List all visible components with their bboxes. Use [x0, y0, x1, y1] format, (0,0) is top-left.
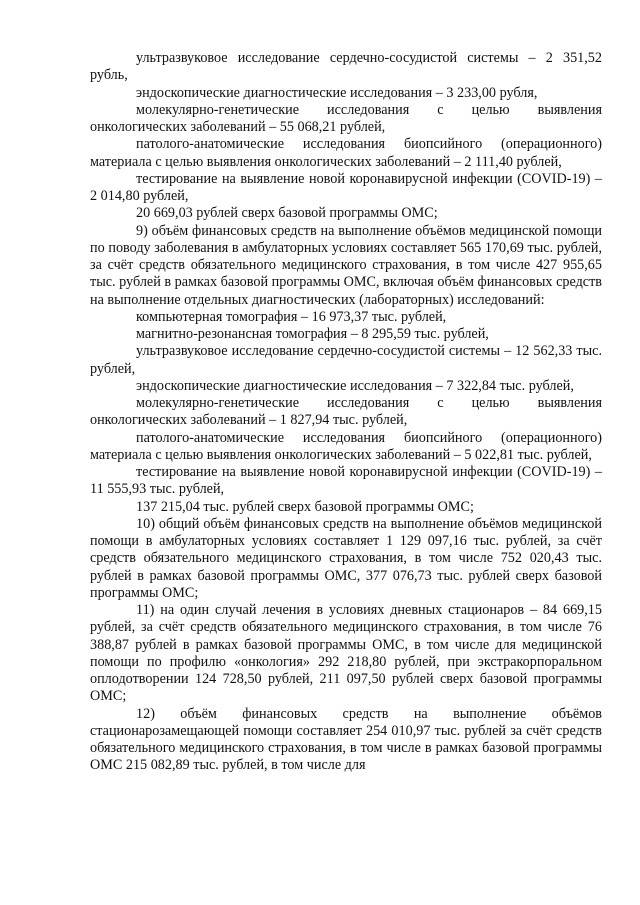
paragraph: магнитно-резонансная томография – 8 295,59 тыс. рублей,: [136, 326, 489, 342]
paragraph: компьютерная томография – 16 973,37 тыс. рублей,: [136, 308, 447, 325]
paragraph: молекулярно-генетические исследования с целью выявления онкологических заболеваний – 1 827,94 тыс. рублей,: [90, 395, 602, 429]
paragraph: ультразвуковое исследование сердечно-сосудистой системы – 12 562,33 тыс. рублей,: [90, 343, 602, 377]
paragraph: молекулярно-генетические исследования с целью выявления онкологических заболеваний – 55 068,21 рублей,: [90, 101, 602, 135]
paragraph: ультразвуковое исследование сердечно-сосудистой системы – 2 351,52 рубль,: [90, 50, 602, 84]
paragraph: 137 215,04 тыс. рублей сверх базовой программы ОМС;: [136, 498, 474, 515]
paragraph: эндоскопические диагностические исследования – 7 322,84 тыс. рублей,: [136, 377, 574, 394]
paragraph: 12) объём финансовых средств на выполнение объёмов стационарозамещающей помощи составляет 254 010,97 тыс. рублей за счёт средств обязательного медицинского страхования, в том числе в рамках базовой программы ОМС 215 082,89 тыс. рублей, в том числе для: [90, 705, 602, 774]
paragraph: патолого-анатомические исследования биопсийного (операционного) материала с целью выявления онкологических заболеваний – 5 022,81 тыс. рублей,: [90, 429, 602, 463]
document-page: [90, 50, 602, 775]
paragraph: 20 669,03 рублей сверх базовой программы ОМС;: [136, 205, 438, 222]
paragraph: патолого-анатомические исследования биопсийного (операционного) материала с целью выявления онкологических заболеваний – 2 111,40 рублей,: [90, 136, 602, 170]
paragraph: тестирование на выявление новой коронавирусной инфекции (COVID-19) – 11 555,93 тыс. рублей,: [90, 464, 602, 498]
paragraph: эндоскопические диагностические исследования – 3 233,00 рубля,: [136, 84, 538, 101]
paragraph: 9) объём финансовых средств на выполнение объёмов медицинской помощи по поводу заболевания в амбулаторных условиях составляет 565 170,69 тыс. рублей, за счёт средств обязательного медицинского страхования, в том числе 427 955,65 тыс. рублей в рамках базовой программы ОМС, включая объём финансовых средств на выполнение отдельных диагностических (лабораторных) исследований:: [90, 222, 602, 308]
paragraph: тестирование на выявление новой коронавирусной инфекции (COVID-19) – 2 014,80 рублей,: [90, 170, 602, 204]
paragraph: 10) общий объём финансовых средств на выполнение объёмов медицинской помощи в амбулаторных условиях составляет 1 129 097,16 тыс. рублей, за счёт средств обязательного медицинского страхования, в том числе 752 020,43 тыс. рублей в рамках базовой программы ОМС, 377 076,73 тыс. рублей сверх базовой программы ОМС;: [90, 515, 602, 601]
paragraph: 11) на один случай лечения в условиях дневных стационаров – 84 669,15 рублей, за счёт средств обязательного медицинского страхования, в том числе 76 388,87 рублей в рамках базовой программы ОМС, в том числе для медицинской помощи по профилю «онкология» 292 218,80 рублей, при экстракорпоральном оплодотворении 124 728,50 рублей, 211 097,50 рублей сверх базовой программы ОМС;: [90, 602, 602, 705]
